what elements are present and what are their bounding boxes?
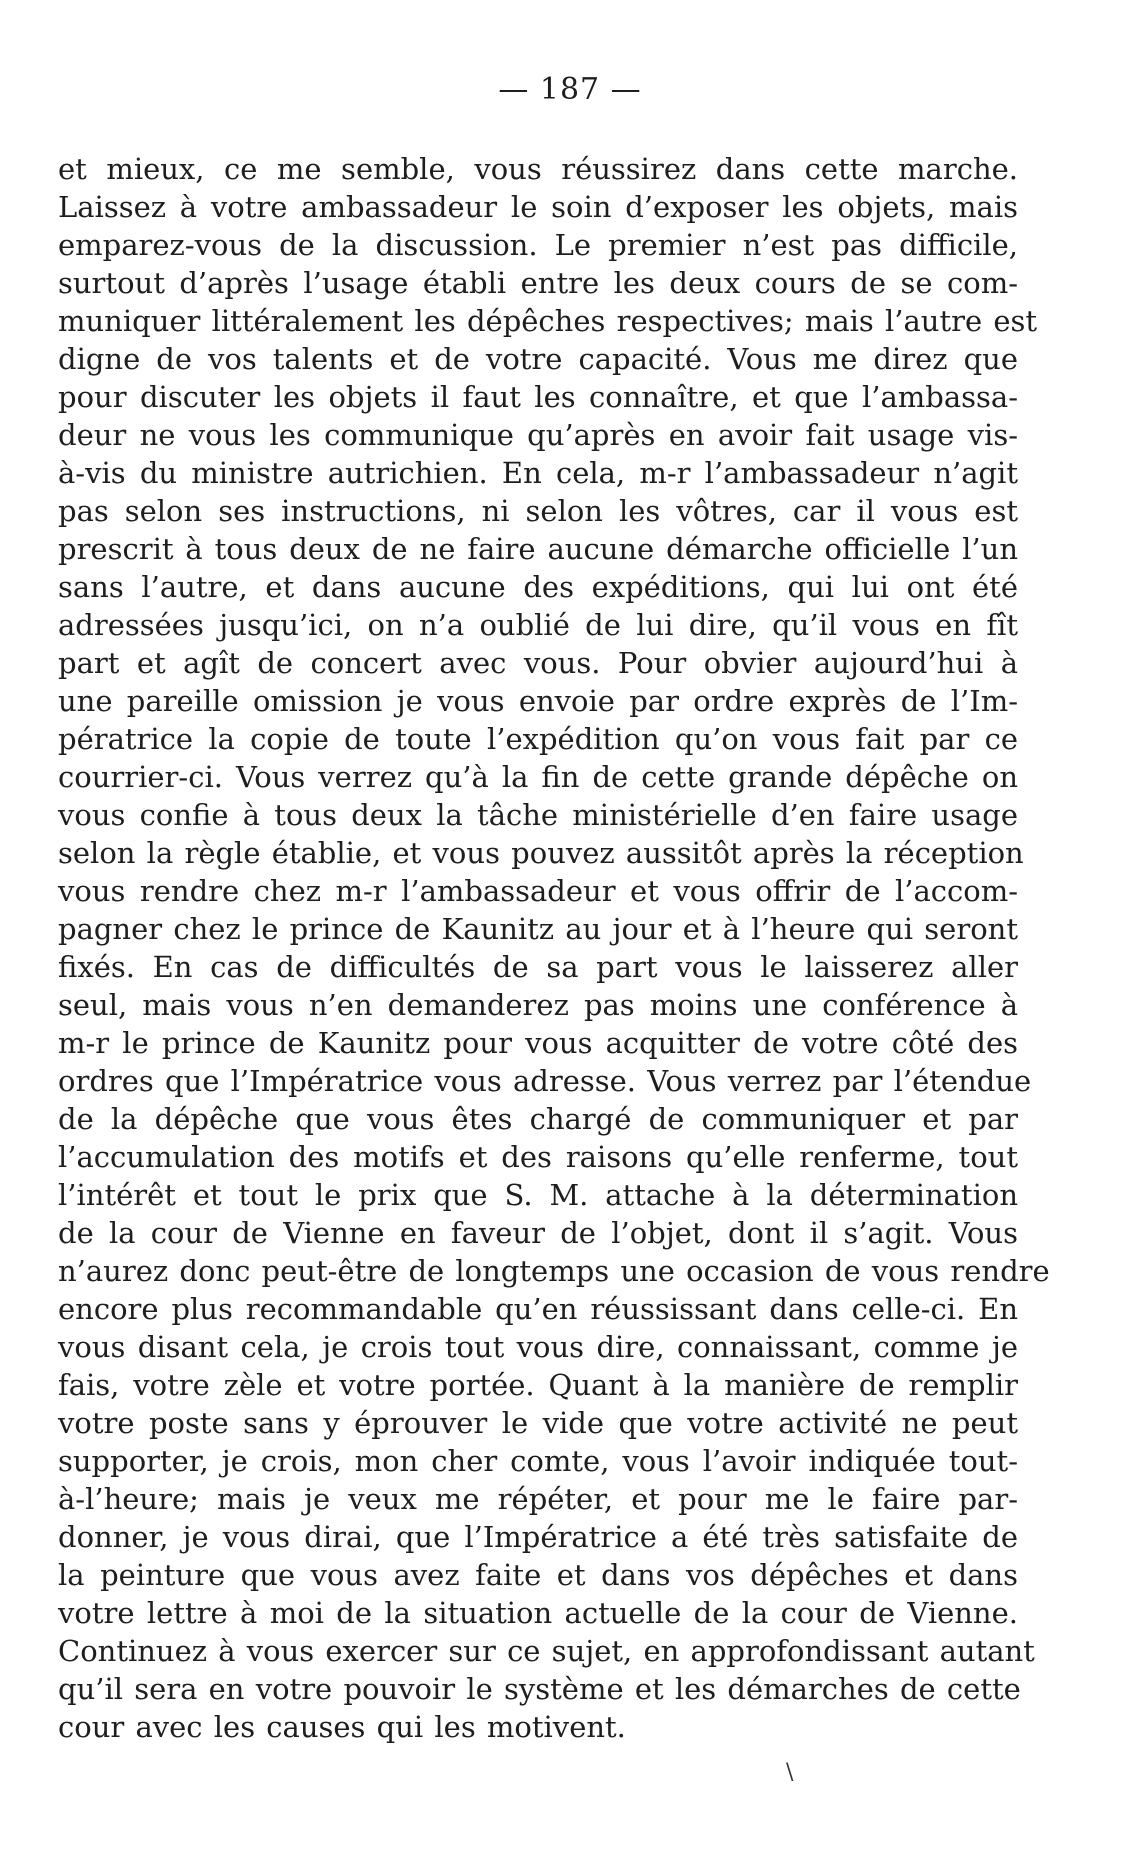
text-line: donner, je vous dirai, que l’Impératrice a été très satisfaite de [58, 1520, 1018, 1554]
text-line: n’aurez donc peut-être de longtemps une occasion de vous rendre [58, 1254, 1050, 1288]
text-line: fixés. En cas de difficultés de sa part vous le laisserez aller [58, 950, 1018, 984]
text-line: à-l’heure; mais je veux me répéter, et pour me le faire par- [58, 1482, 1018, 1516]
text-line: vous disant cela, je crois tout vous dire, connaissant, comme je [58, 1330, 1018, 1364]
text-line: de la cour de Vienne en faveur de l’objet, dont il s’agit. Vous [58, 1216, 1018, 1250]
text-line: et mieux, ce me semble, vous réussirez dans cette marche. [58, 152, 1018, 186]
text-line: votre lettre à moi de la situation actuelle de la cour de Vienne. [58, 1596, 1018, 1630]
text-line: Continuez à vous exercer sur ce sujet, en approfondissant autant [58, 1634, 1035, 1668]
text-line: m-r le prince de Kaunitz pour vous acquitter de votre côté des [58, 1026, 1018, 1060]
text-line: digne de vos talents et de votre capacité. Vous me direz que [58, 342, 1018, 376]
text-line: la peinture que vous avez faite et dans vos dépêches et dans [58, 1558, 1018, 1592]
text-line: surtout d’après l’usage établi entre les deux cours de se com- [58, 266, 1018, 300]
text-line: une pareille omission je vous envoie par ordre exprès de l’Im- [58, 684, 1018, 718]
text-line: pour discuter les objets il faut les connaître, et que l’ambassa- [58, 380, 1018, 414]
text-line: cour avec les causes qui les motivent. [58, 1710, 626, 1744]
stray-mark: \ [786, 1760, 794, 1785]
text-line: pagner chez le prince de Kaunitz au jour et à l’heure qui seront [58, 912, 1018, 946]
text-line: adressées jusqu’ici, on n’a oublié de lui dire, qu’il vous en fît [58, 608, 1018, 642]
text-line: part et agît de concert avec vous. Pour obvier aujourd’hui à [58, 646, 1018, 680]
text-line: à-vis du ministre autrichien. En cela, m-r l’ambassadeur n’agit [58, 456, 1018, 490]
text-line: encore plus recommandable qu’en réussissant dans celle-ci. En [58, 1292, 1018, 1326]
text-line: courrier-ci. Vous verrez qu’à la fin de cette grande dépêche on [58, 760, 1018, 794]
text-line: vous rendre chez m-r l’ambassadeur et vous offrir de l’accom- [58, 874, 1018, 908]
text-line: ordres que l’Impératrice vous adresse. Vous verrez par l’étendue [58, 1064, 1032, 1098]
text-line: Laissez à votre ambassadeur le soin d’exposer les objets, mais [58, 190, 1018, 224]
text-line: pas selon ses instructions, ni selon les vôtres, car il vous est [58, 494, 1018, 528]
text-line: fais, votre zèle et votre portée. Quant à la manière de remplir [58, 1368, 1018, 1402]
text-line: votre poste sans y éprouver le vide que votre activité ne peut [58, 1406, 1018, 1440]
text-line: prescrit à tous deux de ne faire aucune démarche officielle l’un [58, 532, 1018, 566]
text-line: selon la règle établie, et vous pouvez aussitôt après la réception [58, 836, 1024, 870]
text-line: emparez-vous de la discussion. Le premier n’est pas difficile, [58, 228, 1018, 262]
text-line: pératrice la copie de toute l’expédition qu’on vous fait par ce [58, 722, 1018, 756]
text-line: qu’il sera en votre pouvoir le système et les démarches de cette [58, 1672, 1021, 1706]
text-line: sans l’autre, et dans aucune des expéditions, qui lui ont été [58, 570, 1018, 604]
text-line: vous confie à tous deux la tâche ministérielle d’en faire usage [58, 798, 1018, 832]
text-line: deur ne vous les communique qu’après en avoir fait usage vis- [58, 418, 1018, 452]
text-line: l’accumulation des motifs et des raisons qu’elle renferme, tout [58, 1140, 1018, 1174]
text-line: de la dépêche que vous êtes chargé de communiquer et par [58, 1102, 1018, 1136]
text-line: l’intérêt et tout le prix que S. M. attache à la détermination [58, 1178, 1018, 1212]
text-line: muniquer littéralement les dépêches respectives; mais l’autre est [58, 304, 1038, 338]
page-number: — 187 — [498, 72, 642, 107]
text-line: supporter, je crois, mon cher comte, vous l’avoir indiquée tout- [58, 1444, 1018, 1478]
text-line: seul, mais vous n’en demanderez pas moins une conférence à [58, 988, 1018, 1022]
body-text [58, 150, 1050, 1746]
